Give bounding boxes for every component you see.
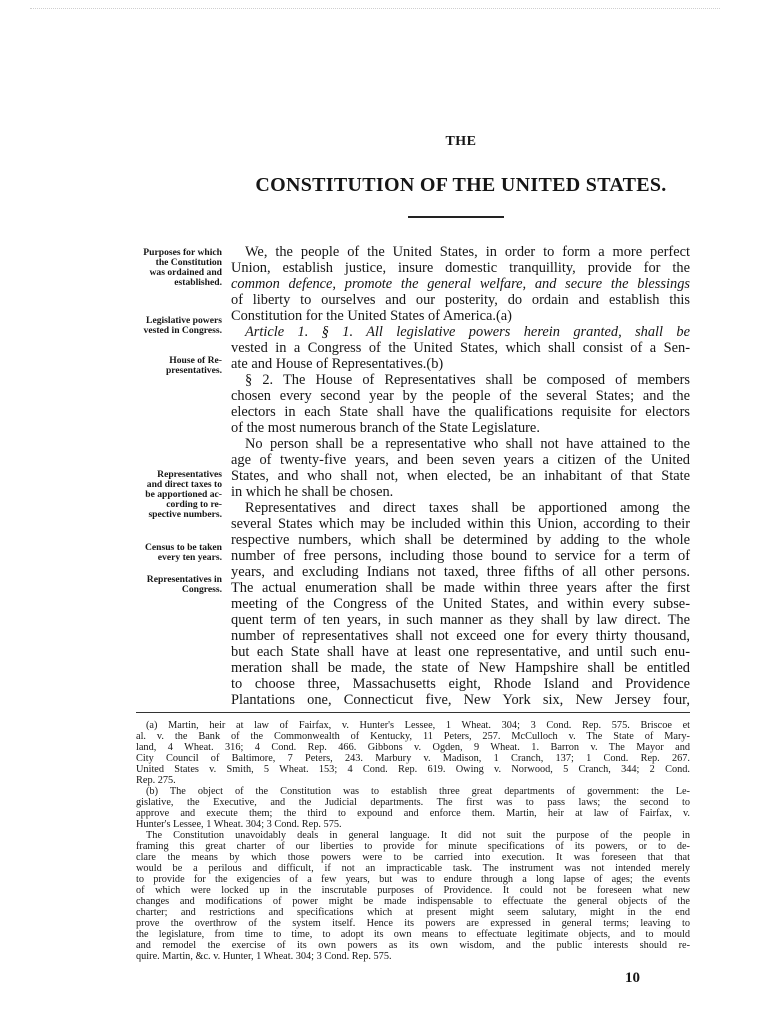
body-line: § 2. The House of Representatives shall be composed of members [245,372,690,388]
footnote-line: The Constitution unavoidably deals in general language. It did not suit the purpose of the people in [146,830,690,841]
body-line: Union, establish justice, insure domestic tranquillity, provide for the [231,260,690,276]
footnote-line: framing this great charter of our liberties to provide for minute specifications of its powers, or to de- [136,841,690,852]
margin-note-legislative: Legislative powers vested in Congress. [143,315,222,336]
title-rule [408,216,504,218]
body-line: meration shall be made, the state of New Hampshire shall be entitled [231,660,690,676]
body-line: years, and excluding Indians not taxed, three fifths of all other persons. [231,564,690,580]
body-line: quent term of ten years, in such manner as they shall by law direct. The [231,612,690,628]
footnote-rule [136,712,690,713]
footnote-line: al. v. the Bank of the Commonwealth of Kentucky, 11 Peters, 257. McCulloch v. The State of Mary- [136,731,690,742]
margin-note-census: Census to be taken every ten years. [144,542,222,563]
margin-note-apportionment: Representatives and direct taxes to be apportioned according to respective numbers. [145,469,222,520]
body-line: Article 1. § 1. All legislative powers herein granted, shall be [245,324,690,340]
body-line: Plantations one, Connecticut five, New York six, New Jersey four, [231,692,690,708]
heading-the: THE [445,134,477,149]
body-line: meeting of the Congress of the United States, and within every subse- [231,596,690,612]
footnote-line: City Council of Baltimore, 7 Peters, 243. Marbury v. Madison, 1 Cranch, 137; 1 Cond. Rep. 267. [136,753,690,764]
body-line: to choose three, Massachusetts eight, Rhode Island and Providence [231,676,690,692]
footnote-line: (b) The object of the Constitution was to establish three great departments of government: the Le- [146,786,690,797]
body-line: several States which may be included within this Union, according to their [231,516,690,532]
footnote-line: changes and modifications of power might be made indispensable to effectuate the general objects of the [136,896,690,907]
body-line: No person shall be a representative who shall not have attained to the [245,436,690,452]
body-line: but each State shall have at least one representative, and until such enu- [231,644,690,660]
margin-note-purposes: Purposes for which the Constitution was ordained and established. [143,247,222,288]
document-title: CONSTITUTION OF THE UNITED STATES. [255,174,667,196]
footnote-line: clare the means by which those powers were to be carried into execution. It was foreseen that that [136,852,690,863]
scan-artifact [30,8,720,12]
body-line: Representatives and direct taxes shall be apportioned among the [245,500,690,516]
footnote-line: (a) Martin, heir at law of Fairfax, v. Hunter's Lessee, 1 Wheat. 304; 3 Cond. Rep. 575. Briscoe et [146,720,690,731]
body-line: Constitution for the United States of America.(a) [231,308,512,324]
body-line: in which he shall be chosen. [231,484,394,500]
footnote-line: to provide for the exigencies of a few years, but was to endure through a long lapse of ages; the events [136,874,690,885]
body-line: of liberty to ourselves and our posterity, do ordain and establish this [231,292,690,308]
body-line: of the most numerous branch of the State Legislature. [231,420,540,436]
body-line: respective numbers, which shall be determined by adding to the whole [231,532,690,548]
footnote-line: and remodel the exercise of its own powers as its own wisdom, and the public interests should re- [136,940,690,951]
body-line: electors in each State shall have the qualifications requisite for electors [231,404,690,420]
body-line: The actual enumeration shall be made within three years after the first [231,580,690,596]
body-line: number of free persons, including those bound to service for a term of [231,548,690,564]
footnote-line: charter; and restrictions and specifications which at present might seem salutary, might in the end [136,907,690,918]
body-line: ate and House of Representatives.(b) [231,356,444,372]
footnote-line: Hunter's Lessee, 1 Wheat. 304; 3 Cond. Rep. 575. [136,819,342,830]
margin-note-house: House of Representatives. [165,355,222,376]
footnote-line: quire. Martin, &c. v. Hunter, 1 Wheat. 304; 3 Cond. Rep. 575. [136,951,392,962]
body-line: States, and who shall not, when elected, be an inhabitant of that State [231,468,690,484]
body-line: We, the people of the United States, in order to form a more perfect [245,244,690,260]
page-number: 10 [625,970,640,986]
footnote-line: the legislature, from time to time, to adopt its own means to effectuate legitimate objects, and to mould [136,929,690,940]
footnote-line: prove the overthrow of the system itself. Hence its powers are expressed in general terms; leaving to [136,918,690,929]
body-line: chosen every second year by the people of the several States; and the [231,388,690,404]
footnote-line: approve and execute them; the third to expound and enforce them. Martin, heir at law of Fairfax, v. [136,808,690,819]
margin-note-representatives: Representatives in Congress. [146,574,222,595]
footnote-line: gislative, the Executive, and the Judicial departments. The first was to pass laws; the second to [136,797,690,808]
body-line: vested in a Congress of the United States, which shall consist of a Sen- [231,340,690,356]
footnote-line: would be a perilous and difficult, if not an impracticable task. The instrument was not intended merely [136,863,690,874]
body-line: number of representatives shall not exceed one for every thirty thousand, [231,628,690,644]
body-line: age of twenty-five years, and been seven years a citizen of the United [231,452,690,468]
footnote-line: land, 4 Wheat. 316; 4 Cond. Rep. 466. Gibbons v. Ogden, 9 Wheat. 1. Barron v. The Mayor and [136,742,690,753]
footnote-line: Rep. 275. [136,775,176,786]
footnote-line: United States v. Smith, 5 Wheat. 153; 4 Cond. Rep. 619. Owing v. Norwood, 5 Cranch, 344; 2 Cond. [136,764,690,775]
footnote-line: of which were locked up in the inscrutable purposes of Providence. It could not be foreseen what new [136,885,690,896]
body-line: common defence, promote the general welfare, and secure the blessings [231,276,690,292]
